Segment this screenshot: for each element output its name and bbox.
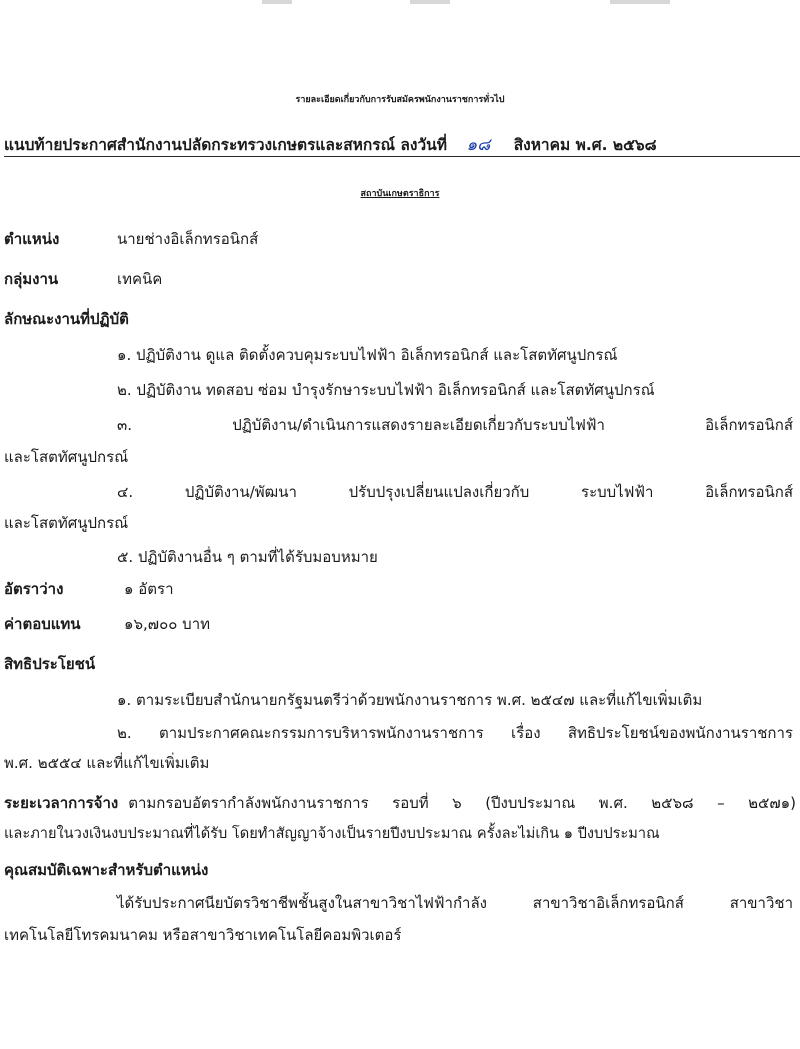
employment-period-label: ระยะเวลาการจ้าง xyxy=(4,794,119,812)
benefit-item-continuation: พ.ศ. ๒๕๕๔ และที่แก้ไขเพิ่มเติม xyxy=(4,754,210,772)
position-label: ตำแหน่ง xyxy=(4,230,60,248)
qualifications-line2: เทคโนโลยีโทรคมนาคม หรือสาขาวิชาเทคโนโลยีคอมพิวเตอร์ xyxy=(4,926,402,944)
duty-item: ๑. ปฏิบัติงาน ดูแล ติดตั้งควบคุมระบบไฟฟ้า อิเล็กทรอนิกส์ และโสตทัศนูปกรณ์ xyxy=(117,346,618,364)
group-label: กลุ่มงาน xyxy=(4,270,59,288)
benefit-item: ๒. ตามประกาศคณะกรรมการบริหารพนักงานราชการ เรื่อง สิทธิประโยชน์ของพนักงานราชการ xyxy=(117,724,793,742)
scan-artifact xyxy=(262,0,292,4)
handwritten-day: ๑๘ xyxy=(466,135,491,155)
duty-item: ๔. ปฏิบัติงาน/พัฒนา ปรับปรุงเปลี่ยนแปลงเกี่ยวกับ ระบบไฟฟ้า อิเล็กทรอนิกส์ xyxy=(117,483,793,501)
duty-item: ๒. ปฏิบัติงาน ทดสอบ ซ่อม บำรุงรักษาระบบไฟฟ้า อิเล็กทรอนิกส์ และโสตทัศนูปกรณ์ xyxy=(117,381,655,399)
header-divider xyxy=(4,156,800,157)
duty-item: ๓. ปฏิบัติงาน/ดำเนินการแสดงรายละเอียดเกี่ยวกับระบบไฟฟ้า อิเล็กทรอนิกส์ xyxy=(117,416,793,434)
subtitle-suffix: สิงหาคม พ.ศ. ๒๕๖๘ xyxy=(513,136,657,154)
group-value: เทคนิค xyxy=(117,270,163,288)
duty-item-continuation: และโสตทัศนูปกรณ์ xyxy=(4,448,129,466)
duties-label: ลักษณะงานที่ปฏิบัติ xyxy=(4,310,129,328)
duty-item-continuation: และโสตทัศนูปกรณ์ xyxy=(4,514,129,532)
qualifications-label: คุณสมบัติเฉพาะสำหรับตำแหน่ง xyxy=(4,861,209,879)
salary-value: ๑๖,๗๐๐ บาท xyxy=(124,615,211,633)
qualifications-line1: ได้รับประกาศนียบัตรวิชาชีพชั้นสูงในสาขาวิชาไฟฟ้ากำลัง สาขาวิชาอิเล็กทรอนิกส์ สาขาวิชา xyxy=(117,894,793,912)
document-subtitle xyxy=(4,131,657,158)
vacancy-value: ๑ อัตรา xyxy=(124,580,174,598)
employment-period-line1: ตามกรอบอัตรากำลังพนักงานราชการ รอบที่ ๖ (ปีงบประมาณ พ.ศ. ๒๕๖๘ – ๒๕๗๑) xyxy=(128,794,796,812)
benefits-label: สิทธิประโยชน์ xyxy=(4,655,96,673)
benefit-item: ๑. ตามระเบียบสำนักนายกรัฐมนตรีว่าด้วยพนักงานราชการ พ.ศ. ๒๕๔๗ และที่แก้ไขเพิ่มเติม xyxy=(117,691,703,709)
position-value: นายช่างอิเล็กทรอนิกส์ xyxy=(117,230,259,248)
scan-artifact xyxy=(610,0,670,4)
vacancy-label: อัตราว่าง xyxy=(4,580,64,598)
employment-period-line2: และภายในวงเงินงบประมาณที่ได้รับ โดยทำสัญญาจ้างเป็นรายปีงบประมาณ ครั้งละไม่เกิน ๑ ปีงบประมาณ xyxy=(4,825,660,842)
subtitle-prefix: แนบท้ายประกาศสำนักงานปลัดกระทรวงเกษตรและสหกรณ์ ลงวันที่ xyxy=(4,136,447,154)
document-title: รายละเอียดเกี่ยวกับการรับสมัครพนักงานราชการทั่วไป xyxy=(295,95,505,105)
scan-artifact xyxy=(410,0,450,4)
institution-heading: สถาบันเกษตราธิการ xyxy=(360,189,440,199)
salary-label: ค่าตอบแทน xyxy=(4,615,81,633)
duty-item: ๕. ปฏิบัติงานอื่น ๆ ตามที่ได้รับมอบหมาย xyxy=(117,548,378,566)
employment-period-row xyxy=(4,791,796,815)
